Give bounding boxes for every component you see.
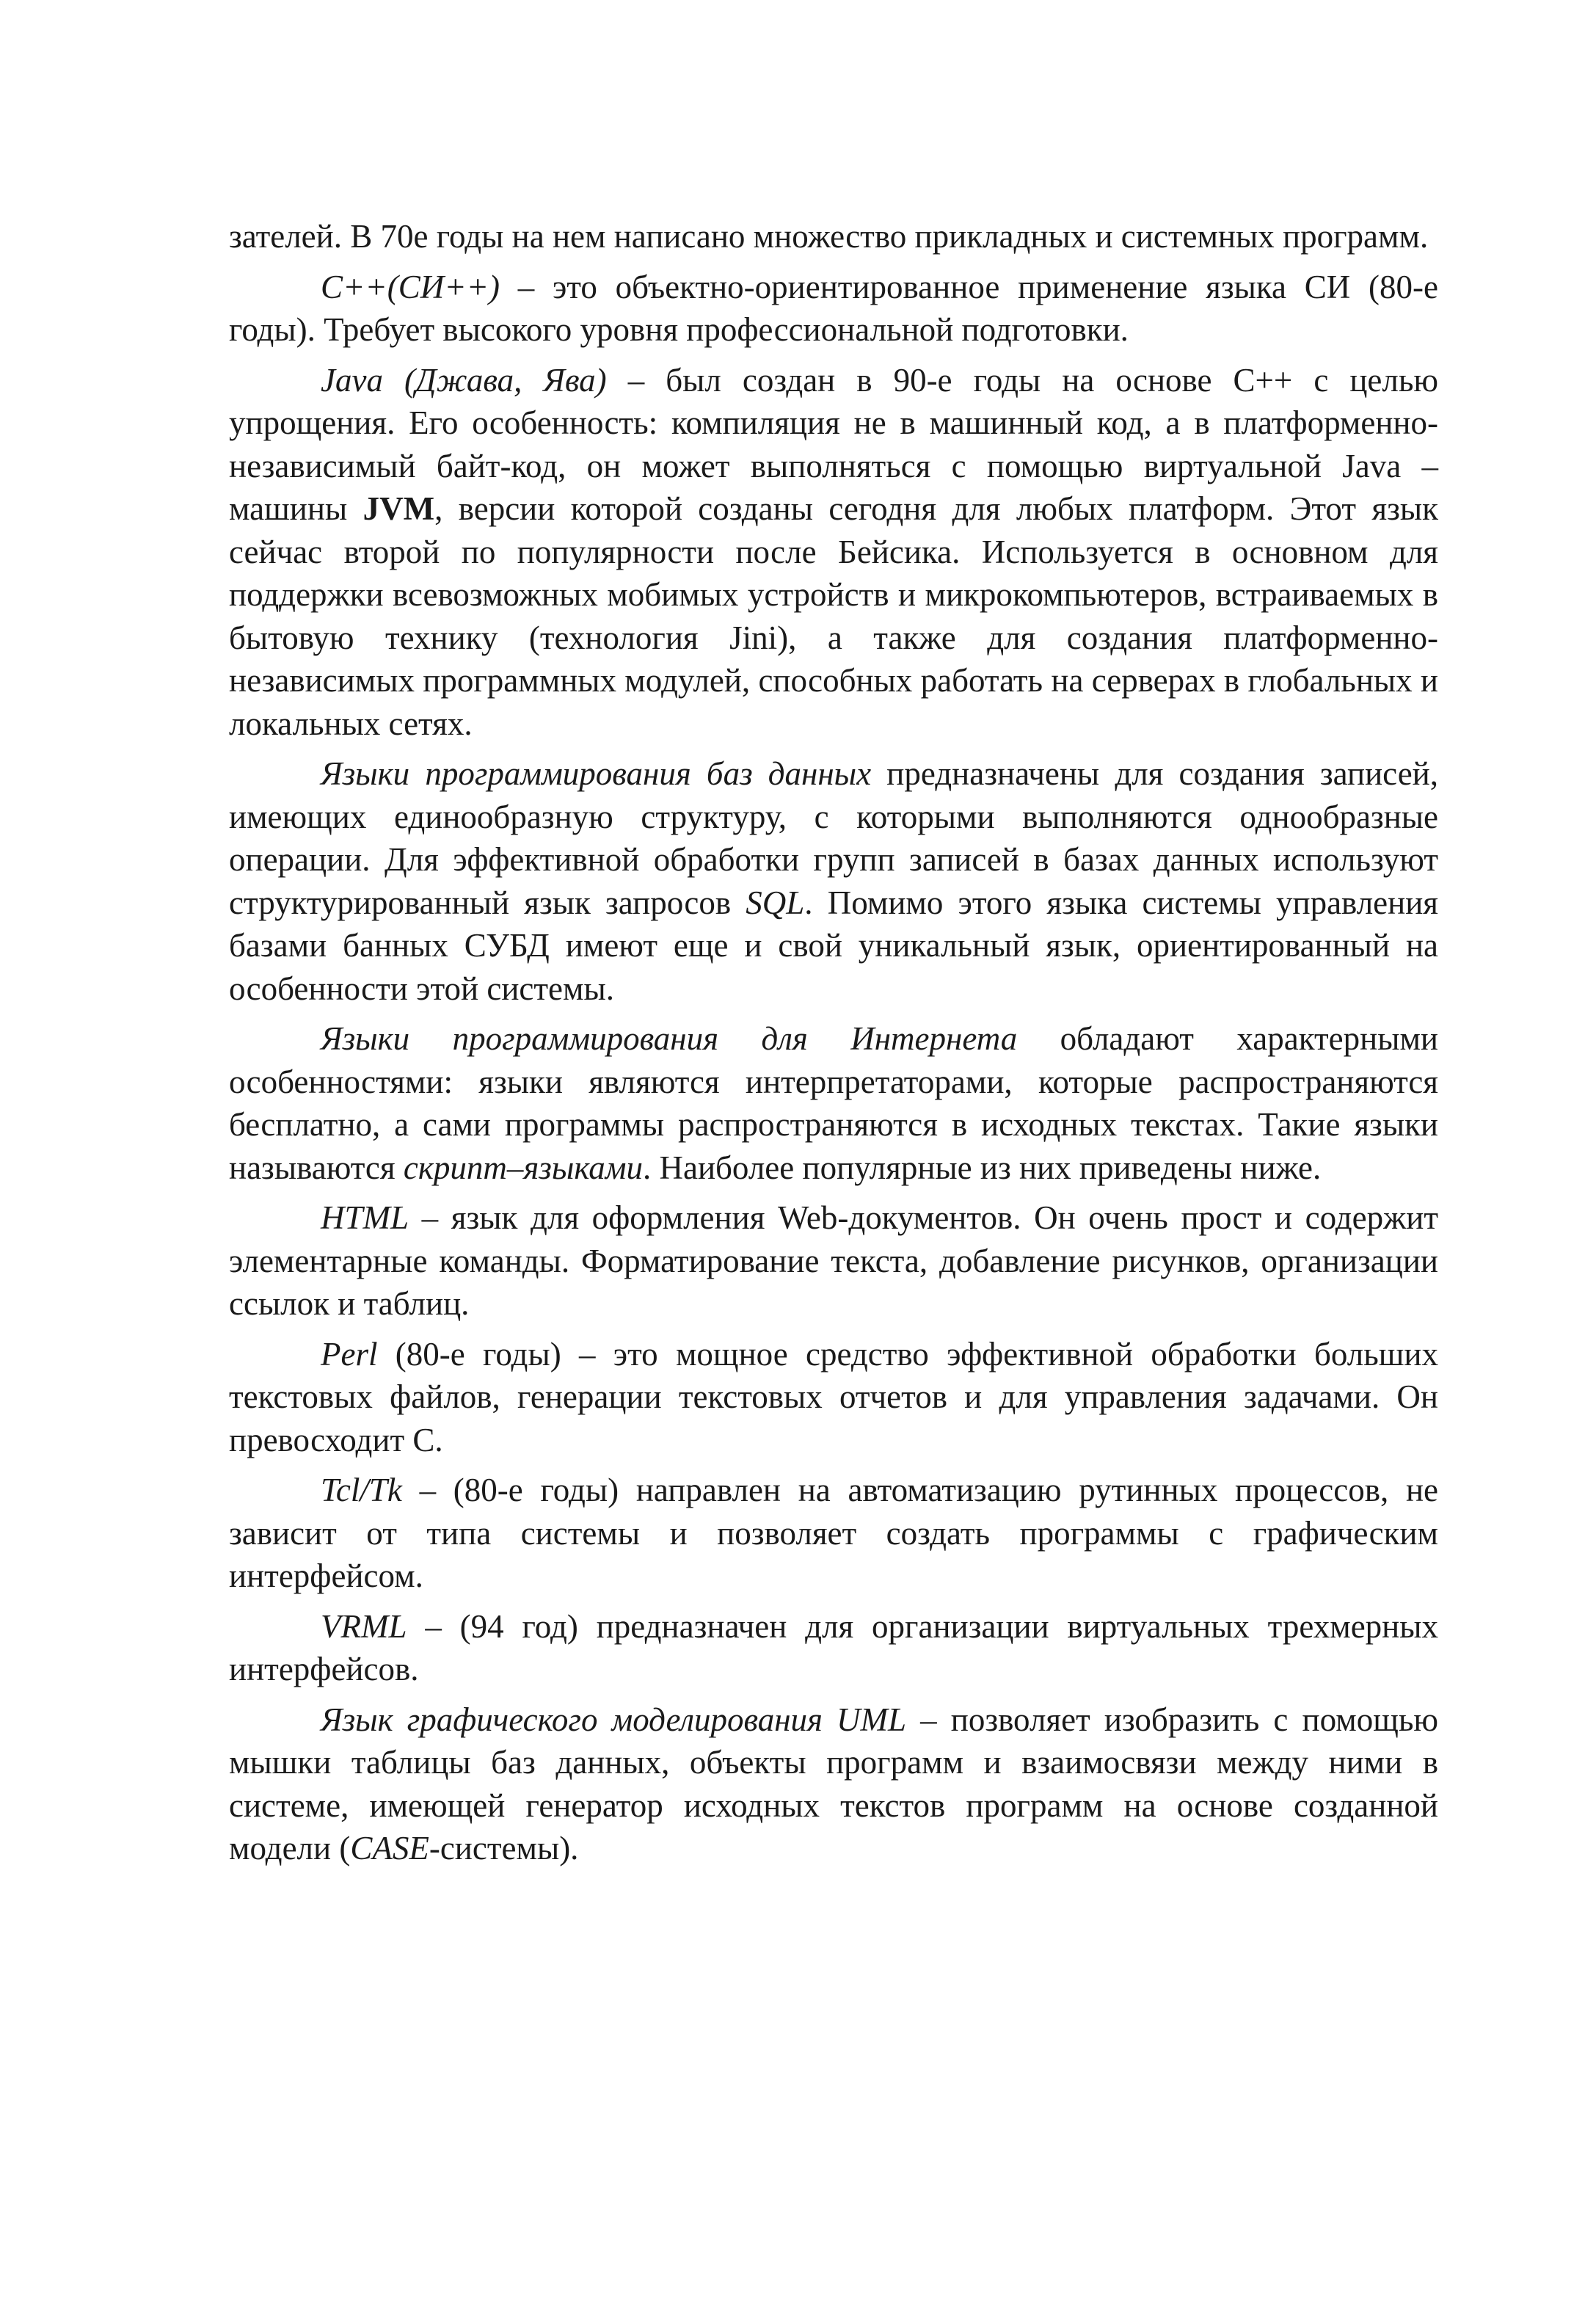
paragraph-text: зателей. В 70е годы на нем написано множество прикладных и системных программ. — [229, 218, 1429, 255]
term-script-languages: скрипт–языками — [403, 1149, 643, 1186]
term-perl: Perl — [321, 1335, 378, 1373]
term-html: HTML — [321, 1199, 409, 1236]
paragraph-cpp — [229, 266, 1438, 352]
paragraph-internet-languages — [229, 1017, 1438, 1189]
term-internet-languages: Языки программирования для Интернета — [321, 1020, 1018, 1057]
term-vrml: VRML — [321, 1607, 407, 1645]
term-tcltk: Tcl/Tk — [321, 1472, 402, 1508]
paragraph-database-languages — [229, 752, 1438, 1010]
paragraph-java — [229, 359, 1438, 746]
term-java: Java (Джава, Ява) — [321, 361, 607, 399]
paragraph-vrml — [229, 1605, 1438, 1691]
paragraph-text: . Помимо этого языка системы управления базами банных СУБД имеют еще и свой уникальный язык, ориентированный на особенности этой системы. — [229, 884, 1438, 1007]
paragraph-html — [229, 1196, 1438, 1326]
paragraph-text: – язык для оформления Web-документов. Он очень прост и содержит элементарные команды. Форматирование текста, добавление рисунков, организации ссылок и таблиц. — [229, 1199, 1438, 1322]
document-page — [229, 215, 1438, 1877]
term-cpp: С++(СИ++) — [321, 268, 500, 305]
paragraph-continuation — [229, 215, 1438, 258]
paragraph-text: (80-е годы) – это мощное средство эффективной обработки больших текстовых файлов, генерации текстовых отчетов и для управления задачами. Он превосходит С. — [229, 1335, 1438, 1458]
paragraph-text: – это объектно-ориентированное применение языка СИ (80-е годы). Требует высокого уровня профессиональной подготовки. — [229, 268, 1438, 348]
term-sql: SQL — [746, 884, 805, 921]
term-case: CASE — [350, 1830, 429, 1866]
paragraph-text: -системы). — [429, 1830, 579, 1866]
term-jvm: JVM — [362, 490, 435, 527]
paragraph-perl — [229, 1333, 1438, 1462]
term-uml: Язык графического моделирования UML — [321, 1701, 907, 1738]
paragraph-text: – (94 год) предназначен для организации виртуальных трехмерных интерфейсов. — [229, 1607, 1438, 1687]
paragraph-uml — [229, 1698, 1438, 1870]
paragraph-text: – был создан в 90-е годы на основе С++ с целью упрощения. Его особенность: компиляция не в машинный код, а в платформенно-независимый байт-код, он может выполняться с помощью виртуальной Java – машины — [229, 361, 1439, 527]
paragraph-text: предназначены для создания записей, имеющих единообразную структуру, с которыми выполняются однообразные операции. Для эффективной обработки групп записей в базах данных используют структурированный язык запросов — [229, 755, 1438, 921]
paragraph-text: . Наиболее популярные из них приведены ниже. — [642, 1149, 1322, 1186]
paragraph-text: обладают характерными особенностями: языки являются интерпретаторами, которые распространяются бесплатно, а сами программы распространяются в исходных текстах. Такие языки называются — [229, 1020, 1438, 1186]
term-database-languages: Языки программирования баз данных — [321, 755, 872, 792]
paragraph-text: – (80-е годы) направлен на автоматизацию рутинных процессов, не зависит от типа системы и позволяет создать программы с графическим интерфейсом. — [229, 1472, 1438, 1594]
paragraph-tcltk — [229, 1469, 1438, 1598]
paragraph-text: – позволяет изобразить с помощью мышки таблицы баз данных, объекты программ и взаимосвязи между ними в системе, имеющей генератор исходных текстов программ на основе созданной модели ( — [229, 1701, 1438, 1866]
paragraph-text: , версии которой созданы сегодня для любых платформ. Этот язык сейчас второй по популярности после Бейсика. Используется в основном для поддержки всевозможных мобимых устройств и микрокомпьютеров, встраиваемых в бытовую технику (технология Jini), а также для создания платформенно-независимых программных модулей, способных работать на серверах в глобальных и локальных сетях. — [229, 490, 1438, 742]
